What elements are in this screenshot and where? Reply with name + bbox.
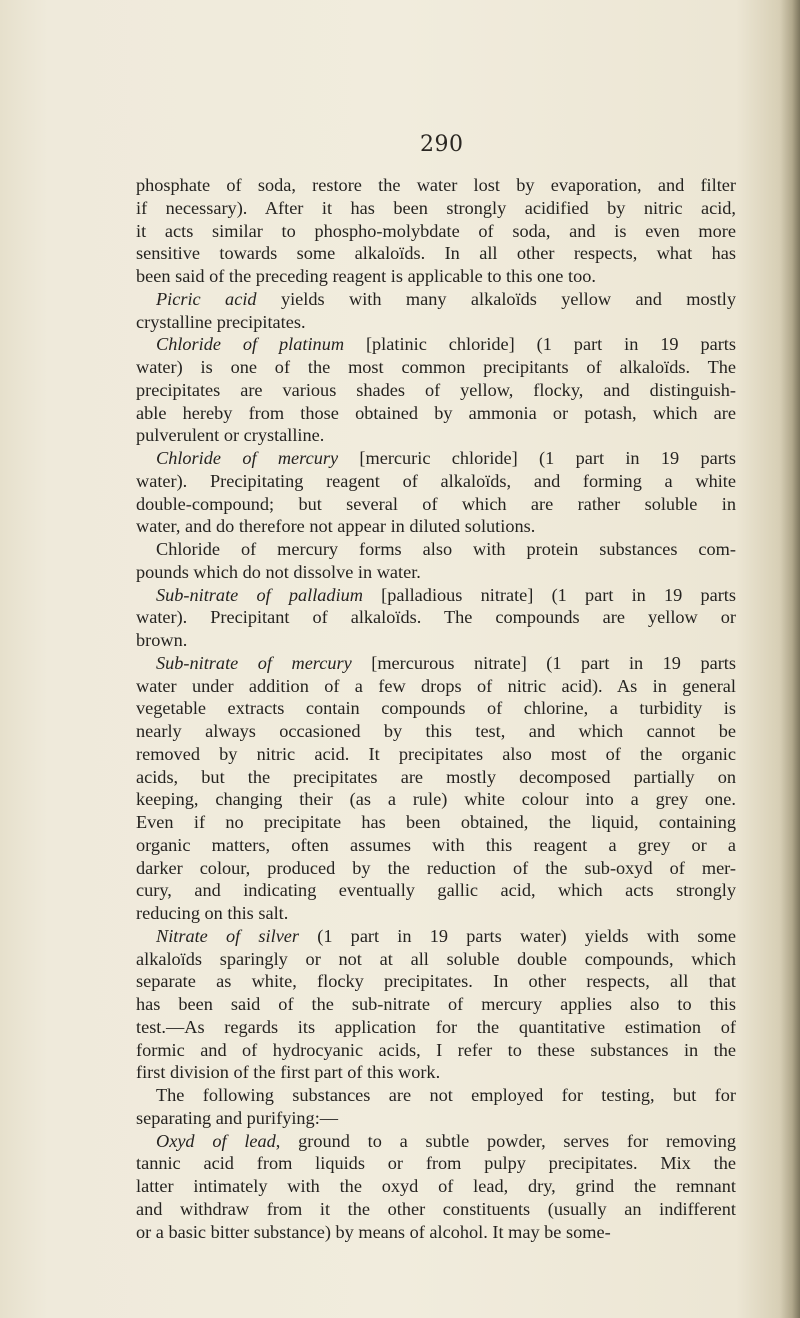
text-line: Chloride of mercury forms also with protein substances com- (156, 539, 736, 559)
text-line: Oxyd of lead, ground to a subtle powder, serves for removing (156, 1130, 737, 1151)
text-line: precipitates are various shades of yellow, flocky, and distinguish- (136, 379, 736, 400)
reagent-name: Nitrate of silver (156, 925, 300, 946)
text-line: crystalline precipitates. (136, 311, 306, 332)
text-line: water, and do therefore not appear in diluted solutions. (136, 516, 536, 537)
text-line: Nitrate of silver (1 part in 19 parts water) yields with some (156, 925, 736, 946)
text-line: Even if no precipitate has been obtained, the liquid, containing (136, 812, 736, 832)
text-line: cury, and indicating eventually gallic acid, which acts strongly (136, 880, 736, 901)
text-line: formic and of hydrocyanic acids, I refer to these substances in the (136, 1039, 736, 1060)
text-line: keeping, changing their (as a rule) white colour into a grey one. (136, 789, 736, 810)
text-line: tannic acid from liquids or from pulpy precipitates. Mix the (136, 1153, 736, 1174)
text-line: Sub-nitrate of mercury [mercurous nitrate] (1 part in 19 parts (156, 652, 736, 673)
text-line: phosphate of soda, restore the water lost by evaporation, and filter (136, 175, 736, 195)
text-line: and withdraw from it the other constituents (usually an indifferent (136, 1198, 736, 1219)
text-line: has been said of the sub-nitrate of mercury applies also to this (136, 994, 736, 1014)
reagent-name: Oxyd of lead (156, 1130, 276, 1151)
text-line: or a basic bitter substance) by means of alcohol. It may be some- (136, 1221, 611, 1242)
text-line: sensitive towards some alkaloïds. In all other respects, what has (136, 243, 736, 264)
text-line: first division of the first part of this work. (136, 1062, 441, 1083)
reagent-name: Sub-nitrate of palladium (156, 584, 363, 605)
reagent-name: Picric acid (156, 288, 257, 309)
text-line: water under addition of a few drops of nitric acid). As in general (136, 675, 736, 696)
text-line: nearly always occasioned by this test, and which cannot be (136, 721, 736, 741)
reagent-name: Sub-nitrate of mercury (156, 652, 352, 673)
text-line: latter intimately with the oxyd of lead, dry, grind the remnant (136, 1176, 736, 1196)
text-line: darker colour, produced by the reduction of the sub-oxyd of mer- (136, 857, 736, 878)
text-line: The following substances are not employed for testing, but for (156, 1085, 736, 1105)
page-edge-shadow (780, 0, 800, 1318)
text-line: reducing on this salt. (136, 903, 289, 923)
text-line: water). Precipitant of alkaloïds. The compounds are yellow or (136, 607, 736, 628)
text-line: alkaloïds sparingly or not at all soluble double compounds, which (136, 948, 736, 969)
text-line: organic matters, often assumes with this reagent a grey or a (136, 834, 736, 855)
text-line: pounds which do not dissolve in water. (136, 561, 421, 582)
body-text (136, 174, 736, 1243)
text-line: water). Precipitating reagent of alkaloïds, and forming a white (136, 470, 736, 491)
text-line: double-compound; but several of which are rather soluble in (136, 493, 736, 514)
text-line: able hereby from those obtained by ammonia or potash, which are (136, 402, 736, 423)
text-line: acids, but the precipitates are mostly decomposed partially on (136, 766, 736, 787)
text-line: been said of the preceding reagent is applicable to this one too. (136, 266, 596, 286)
text-line: separate as white, flocky precipitates. In other respects, all that (136, 971, 736, 992)
text-line: test.—As regards its application for the quantitative estimation of (136, 1016, 736, 1037)
reagent-name: Chloride of mercury (156, 448, 339, 468)
page-number: 290 (420, 132, 464, 157)
reagent-name: Chloride of platinum (156, 334, 345, 355)
text-line: Picric acid yields with many alkaloïds yellow and mostly (156, 288, 737, 309)
text-line: removed by nitric acid. It precipitates also most of the organic (136, 743, 736, 764)
text-line: Sub-nitrate of palladium [palladious nitrate] (1 part in 19 parts (156, 584, 736, 605)
text-line: brown. (136, 630, 188, 650)
text-line: Chloride of mercury [mercuric chloride] (1 part in 19 parts (156, 448, 736, 468)
text-line: pulverulent or crystalline. (136, 425, 325, 446)
text-line: water) is one of the most common precipitants of alkaloïds. The (136, 357, 736, 377)
text-line: separating and purifying:— (136, 1107, 339, 1128)
text-line: vegetable extracts contain compounds of chlorine, a turbidity is (136, 698, 736, 719)
text-line: if necessary). After it has been strongly acidified by nitric acid, (136, 197, 736, 218)
text-line: it acts similar to phospho-molybdate of soda, and is even more (136, 220, 736, 241)
text-line: Chloride of platinum [platinic chloride] (1 part in 19 parts (156, 334, 736, 355)
